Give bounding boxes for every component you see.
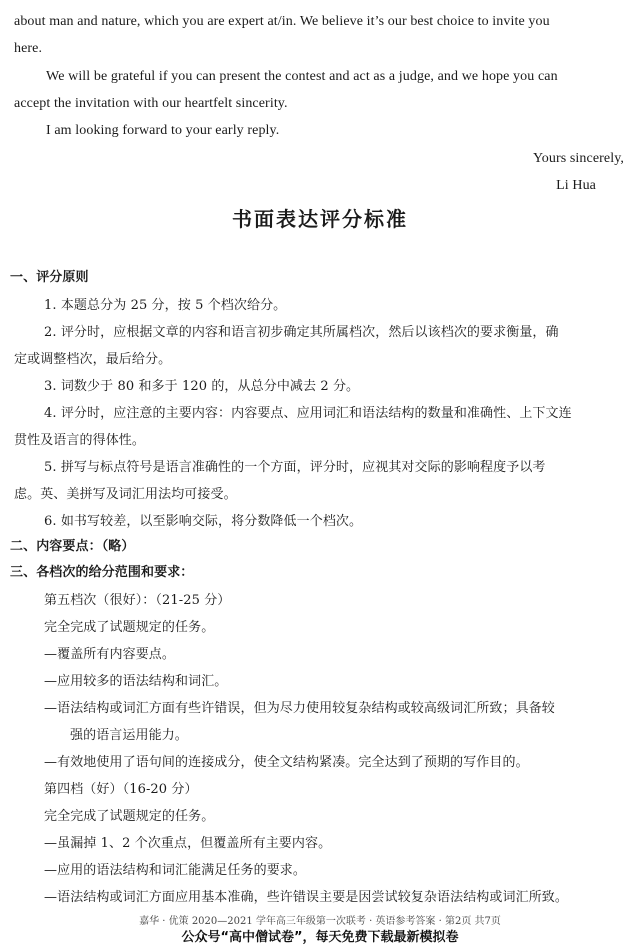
grade-line: —语法结构或词汇方面应用基本准确，些许错误主要是因尝试较复杂语法结构或词汇所致。 [44, 890, 569, 905]
letter-line-2: here. [14, 41, 43, 56]
letter-line-4: accept the invitation with our heartfelt sincerity. [14, 96, 288, 111]
letter-closing: Yours sincerely, [532, 151, 624, 166]
rule-line: 2. 评分时，应根据文章的内容和语言初步确定其所属档次，然后以该档次的要求衡量，确 [44, 325, 559, 340]
letter-line-1: about man and nature, which you are expert at/in. We believe it’s our best choice to invite you [14, 14, 550, 29]
letter-line-5: I am looking forward to your early reply. [46, 123, 280, 138]
grade-line: —语法结构或词汇方面有些许错误，但为尽力使用较复杂结构或较高级词汇所致；具备较 [44, 701, 555, 716]
grade-line: —虽漏掉 1、2 个次重点，但覆盖所有主要内容。 [44, 836, 332, 851]
letter-signature: Li Hua [556, 178, 596, 193]
grade-line: —应用的语法结构和词汇能满足任务的要求。 [44, 863, 307, 878]
page-footer: 嘉华 · 优策 2020—2021 学年高三年级第一次联考 · 英语参考答案 · 第2页 共7页 [139, 916, 501, 927]
grade-line: —应用较多的语法结构和词汇。 [44, 674, 228, 689]
rule-line: 贯性及语言的得体性。 [14, 433, 146, 448]
rule-line: 虑。英、美拼写及词汇用法均可接受。 [14, 487, 237, 502]
watermark-text: 公众号“高中僧试卷”，每天免费下载最新模拟卷 [181, 930, 459, 945]
grade-heading: 第四档（好）（16-20 分） [44, 782, 198, 797]
rule-line: 3. 词数少于 80 和多于 120 的，从总分中减去 2 分。 [44, 379, 360, 394]
section2-heading: 二、内容要点：（略） [10, 539, 135, 554]
section1-heading: 一、评分原则 [10, 270, 89, 285]
letter-line-3: We will be grateful if you can present the contest and act as a judge, and we hope you can [46, 69, 558, 84]
grade-line: —覆盖所有内容要点。 [44, 647, 176, 662]
grade-heading: 第五档次（很好）：（21-25 分） [44, 593, 231, 608]
rule-line: 1. 本题总分为 25 分，按 5 个档次给分。 [44, 298, 287, 313]
rule-line: 5. 拼写与标点符号是语言准确性的一个方面，评分时，应视其对交际的影响程度予以考 [44, 460, 546, 475]
rule-line: 6. 如书写较差，以至影响交际，将分数降低一个档次。 [44, 514, 363, 529]
grade-line: 强的语言运用能力。 [70, 728, 188, 743]
grade-line: —有效地使用了语句间的连接成分，使全文结构紧凑。完全达到了预期的写作目的。 [44, 755, 529, 770]
section3-heading: 三、各档次的给分范围和要求： [10, 565, 194, 580]
rule-line: 定或调整档次，最后给分。 [14, 352, 172, 367]
grade-line: 完全完成了试题规定的任务。 [44, 809, 215, 824]
standard-title: 书面表达评分标准 [232, 207, 408, 231]
grade-line: 完全完成了试题规定的任务。 [44, 620, 215, 635]
rule-line: 4. 评分时，应注意的主要内容：内容要点、应用词汇和语法结构的数量和准确性、上下文连 [44, 406, 572, 421]
